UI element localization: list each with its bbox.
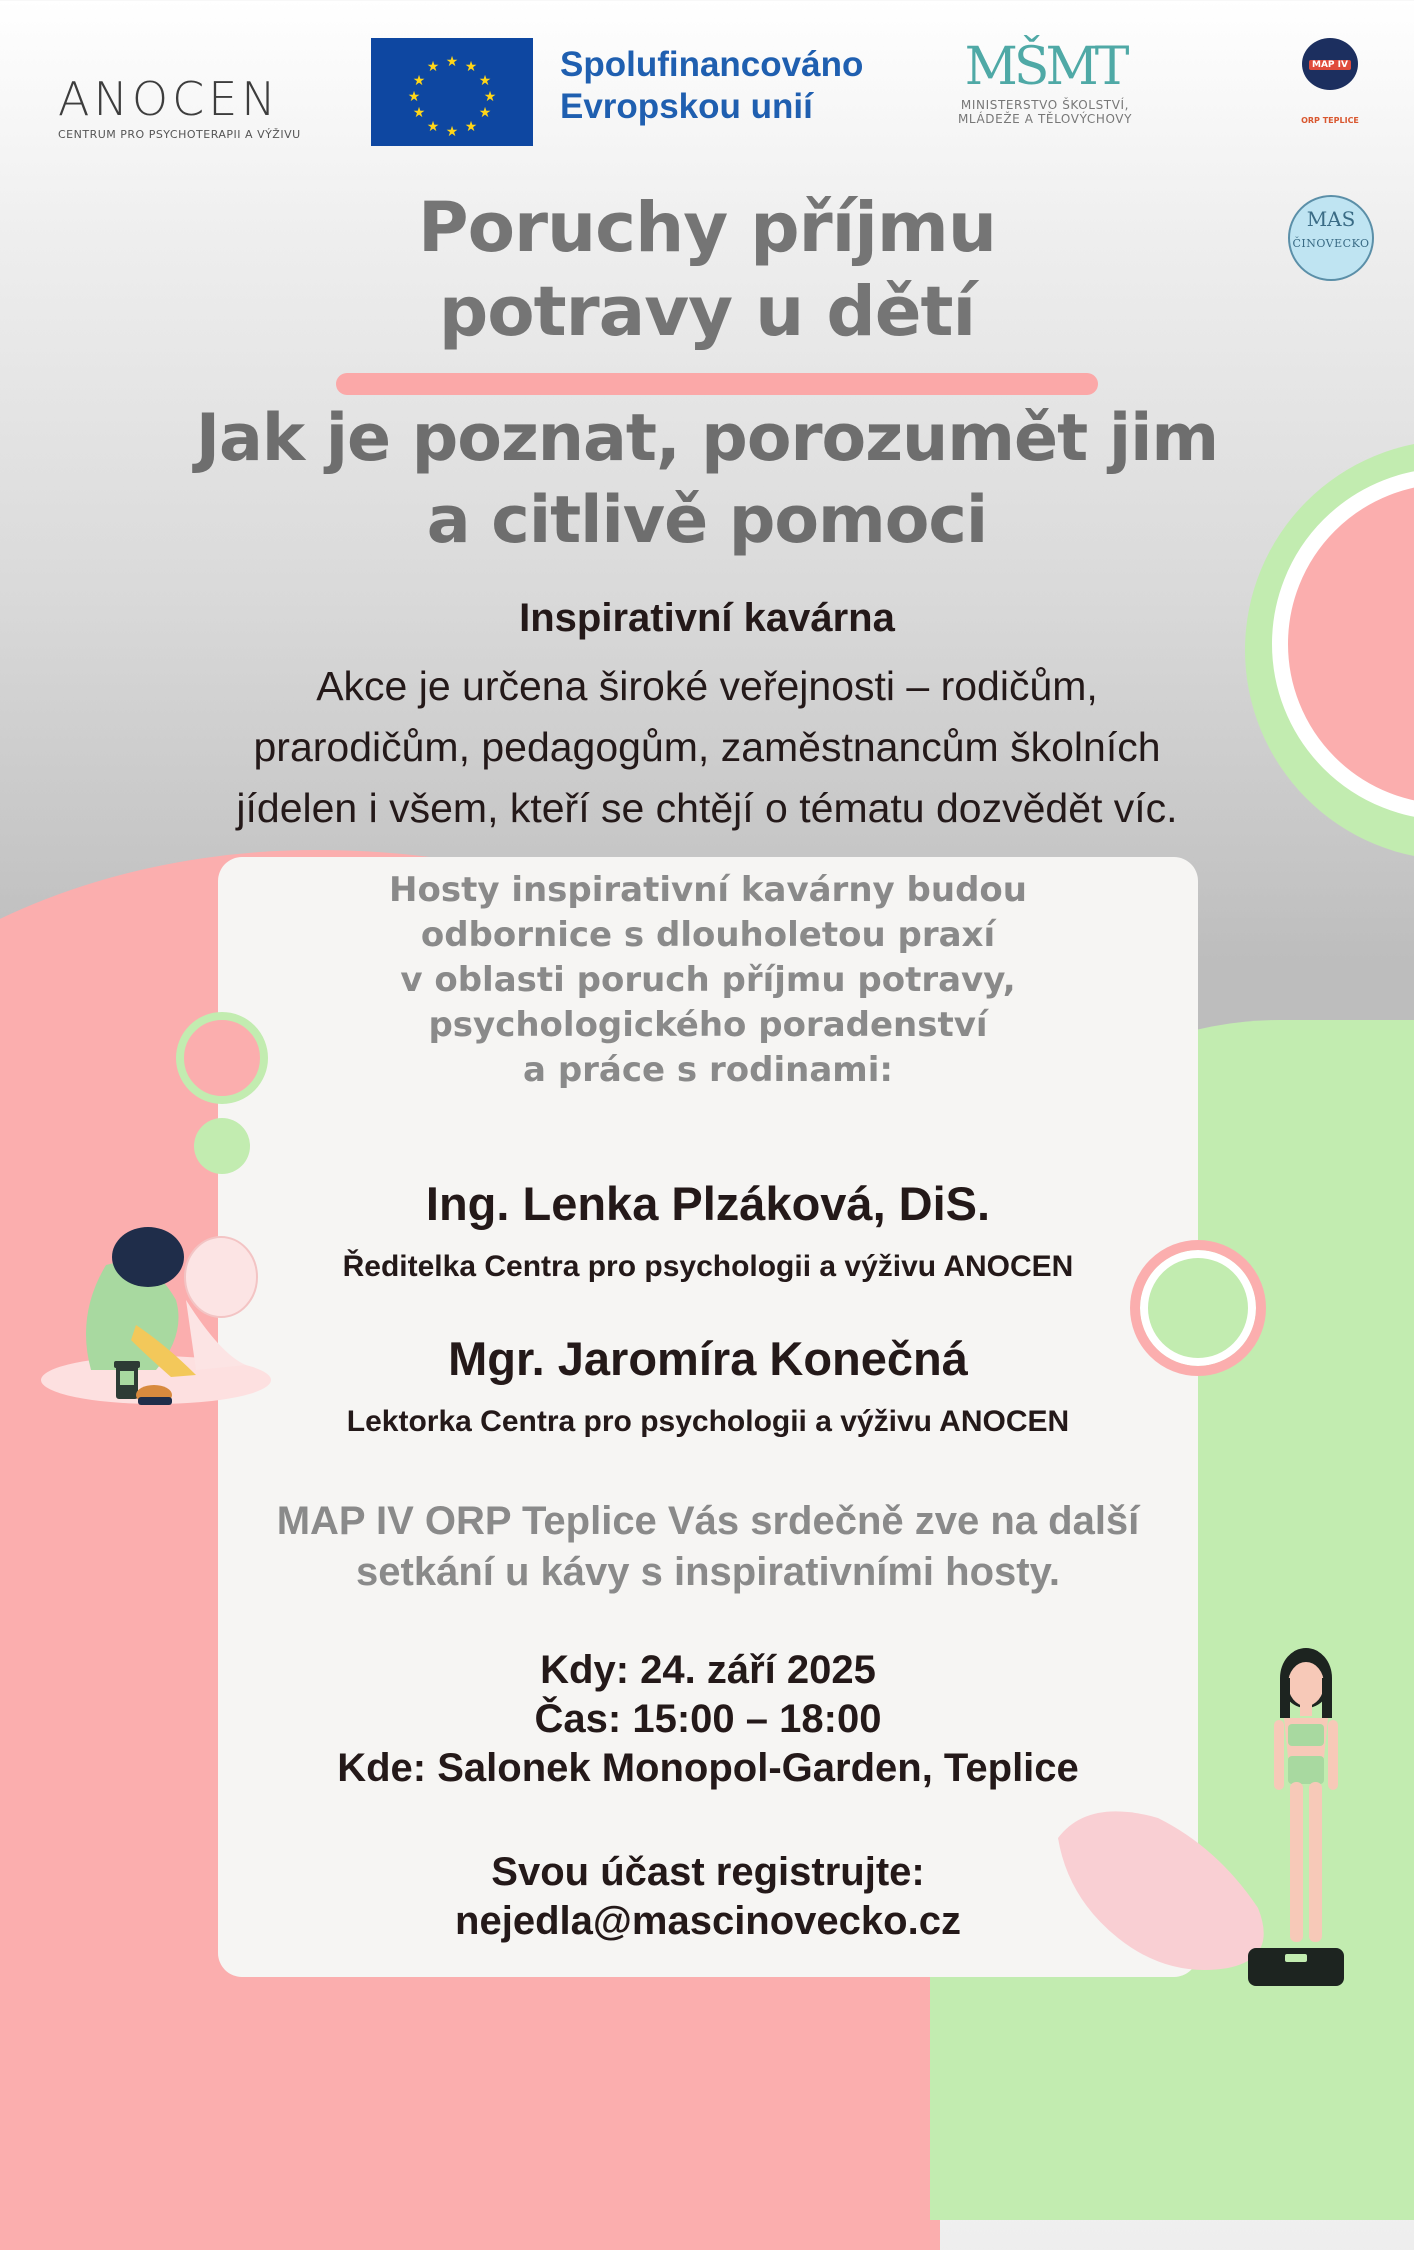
- svg-text:★: ★: [464, 119, 478, 135]
- sick-child-illustration: [36, 1205, 276, 1415]
- svg-text:★: ★: [478, 73, 492, 89]
- invite-line2: setkání u kávy s inspirativními hosty.: [356, 1550, 1060, 1594]
- kavarna-line3: jídelen i všem, kteří se chtějí o tématu dozvědět víc.: [236, 785, 1178, 831]
- svg-text:★: ★: [478, 105, 492, 121]
- msmt-line2: MLÁDEŽE A TĚLOVÝCHOVY: [957, 112, 1133, 126]
- decor-dot-left: [194, 1118, 250, 1174]
- event-time: Čas: 15:00 – 18:00: [534, 1697, 882, 1741]
- eu-text-line2: Evropskou unií: [560, 87, 813, 126]
- event-date: Kdy: 24. září 2025: [540, 1648, 876, 1692]
- eu-cofunded-text: [560, 44, 863, 128]
- hosts-intro: [218, 868, 1198, 1093]
- msmt-logo: [930, 36, 1160, 126]
- main-title-line2: potravy u dětí: [438, 272, 976, 352]
- eu-flag-icon: [371, 38, 533, 146]
- hosts-line1: Hosty inspirativní kavárny budou: [389, 870, 1027, 910]
- speaker-2-name: Mgr. Jaromíra Konečná: [448, 1332, 968, 1385]
- kavarna-line1: Akce je určena široké veřejnosti – rodičům,: [316, 663, 1098, 709]
- svg-text:★: ★: [464, 59, 478, 75]
- registration-email[interactable]: nejedla@mascinovecko.cz: [455, 1899, 961, 1943]
- scale-girl-illustration: [1048, 1648, 1368, 1988]
- invite-line1: MAP IV ORP Teplice Vás srdečně zve na další: [276, 1499, 1140, 1543]
- map-iv-logo: [1300, 38, 1360, 125]
- orp-teplice-tag: ORP TEPLICE: [1301, 116, 1359, 125]
- kavarna-description: [0, 656, 1414, 839]
- speaker-2-role: Lektorka Centra pro psychologii a výživu ANOCEN: [346, 1405, 1070, 1438]
- registration-label: Svou účast registrujte:: [491, 1850, 925, 1894]
- subtitle-line1: Jak je poznat, porozumět jim: [195, 401, 1219, 476]
- main-title: [0, 186, 1414, 354]
- subtitle-line2: a citlivě pomoci: [426, 483, 988, 558]
- main-title-line1: Poruchy příjmu: [418, 188, 996, 268]
- speaker-1-name: Ing. Lenka Plzáková, DiS.: [425, 1177, 991, 1230]
- eu-text-line1: Spolufinancováno: [560, 45, 864, 84]
- subtitle: [0, 398, 1414, 562]
- anocen-logo-subtitle: CENTRUM PRO PSYCHOTERAPII A VÝŽIVU: [58, 128, 301, 141]
- msmt-line1: MINISTERSTVO ŠKOLSTVÍ,: [960, 98, 1130, 112]
- anocen-logo-name: ANOCEN: [58, 72, 280, 126]
- svg-text:★: ★: [445, 54, 459, 70]
- hosts-line2: odbornice s dlouholetou praxí: [420, 915, 996, 955]
- svg-text:★: ★: [426, 59, 440, 75]
- speaker-1-role: Ředitelka Centra pro psychologii a výživu ANOCEN: [342, 1250, 1074, 1283]
- mas-logo-line1: MAS: [1306, 207, 1356, 231]
- hosts-line5: a práce s rodinami:: [523, 1050, 893, 1090]
- invitation-text: [218, 1496, 1198, 1598]
- mas-logo-line2: ČINOVECKO: [1292, 237, 1370, 250]
- kavarna-heading: Inspirativní kavárna: [519, 596, 895, 640]
- title-underline: [336, 373, 1098, 395]
- kavarna-line2: prarodičům, pedagogům, zaměstnancům školních: [253, 724, 1161, 770]
- map-iv-label: MAP IV: [1309, 60, 1351, 70]
- msmt-mark: MŠMT: [964, 37, 1126, 97]
- hosts-line4: psychologického poradenství: [428, 1005, 988, 1045]
- anocen-logo: [58, 72, 301, 141]
- svg-text:★: ★: [483, 89, 497, 105]
- svg-text:★: ★: [445, 124, 459, 140]
- svg-text:★: ★: [426, 119, 440, 135]
- map-iv-badge: [1302, 38, 1358, 90]
- svg-text:★: ★: [407, 89, 421, 105]
- event-place: Kde: Salonek Monopol-Garden, Teplice: [337, 1746, 1079, 1790]
- svg-text:★: ★: [412, 105, 426, 121]
- hosts-line3: v oblasti poruch příjmu potravy,: [400, 960, 1016, 1000]
- svg-text:★: ★: [412, 73, 426, 89]
